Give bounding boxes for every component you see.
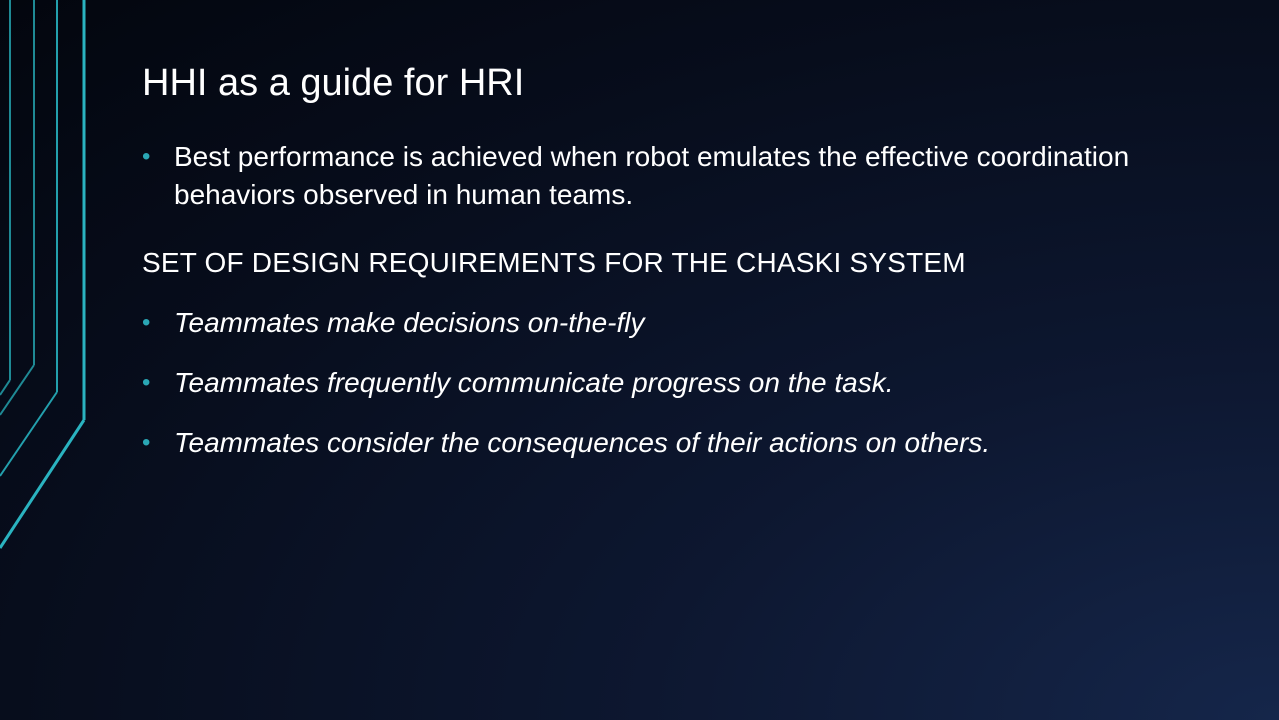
- slide-content: [142, 138, 1242, 484]
- requirement-text: Teammates frequently communicate progress on the task.: [174, 367, 894, 398]
- bullet-icon: •: [142, 143, 151, 170]
- section-heading: SET OF DESIGN REQUIREMENTS FOR THE CHASKI SYSTEM: [142, 247, 966, 278]
- bullet-icon: •: [142, 429, 151, 456]
- decorative-lines: [0, 0, 100, 720]
- requirement-text: Teammates consider the consequences of their actions on others.: [174, 427, 991, 458]
- slide-title: HHI as a guide for HRI: [142, 62, 525, 104]
- requirement-item: [142, 424, 1242, 462]
- bullet-icon: •: [142, 369, 151, 396]
- requirement-item: [142, 364, 1242, 402]
- intro-bullet: [142, 138, 1242, 214]
- requirement-text: Teammates make decisions on-the-fly: [174, 307, 645, 338]
- bullet-icon: •: [142, 309, 151, 336]
- intro-bullet-text: Best performance is achieved when robot emulates the effective coordination behaviors observed in human teams.: [174, 141, 1130, 210]
- requirement-item: [142, 304, 1242, 342]
